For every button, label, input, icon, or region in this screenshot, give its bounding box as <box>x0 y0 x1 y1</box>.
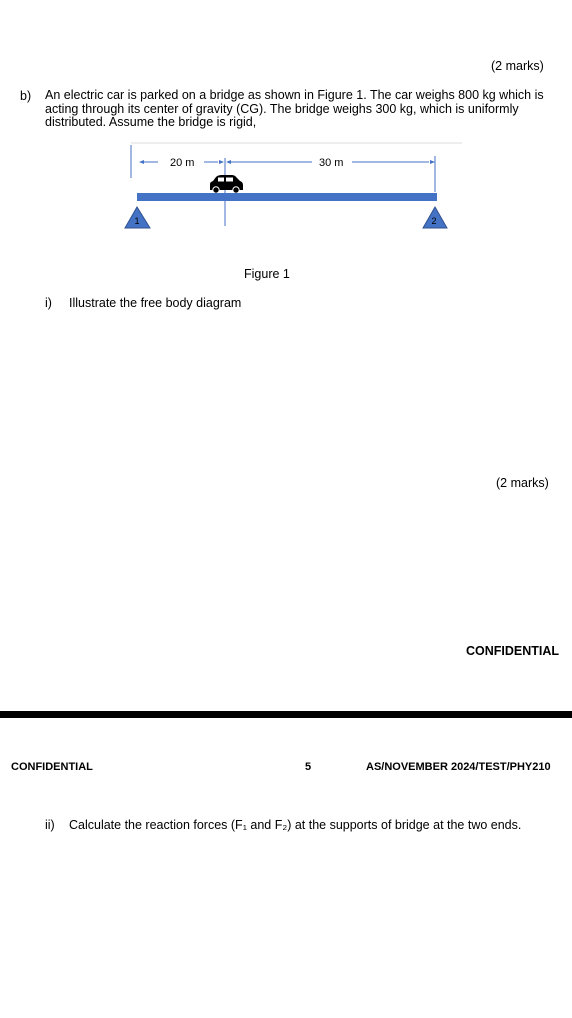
arrowhead-car-left <box>219 160 224 164</box>
header-course-code: AS/NOVEMBER 2024/TEST/PHY210 <box>366 761 551 773</box>
page-separator <box>0 711 572 718</box>
support-2-label: 2 <box>431 216 437 226</box>
marks-label: (2 marks) <box>491 59 544 73</box>
arrowhead-right <box>430 160 435 164</box>
car-icon <box>210 175 243 193</box>
support-1-label: 1 <box>134 216 140 226</box>
header-confidential: CONFIDENTIAL <box>11 761 93 773</box>
question-text: An electric car is parked on a bridge as shown in Figure 1. The car weighs 800 kg which is acting through its center of gravity (CG). The bridge weighs 300 kg, which is uniformly distributed. Assume the bridge is rigid, <box>45 88 544 129</box>
part-i-label: i) <box>45 296 52 310</box>
question-label: b) <box>20 89 32 103</box>
figure-caption: Figure 1 <box>244 267 290 281</box>
part-ii-label: ii) <box>45 818 55 832</box>
page-number: 5 <box>305 761 312 773</box>
arrowhead-car-right <box>226 160 231 164</box>
part-ii-text: Calculate the reaction forces (F₁ and F₂) at the supports of bridge at the two ends. <box>69 818 522 832</box>
bridge-figure <box>0 140 572 240</box>
arrowhead-left <box>139 160 144 164</box>
part-i-text: Illustrate the free body diagram <box>69 296 242 310</box>
dimension-label-20m: 20 m <box>170 157 195 169</box>
dimension-label-30m: 30 m <box>319 157 344 169</box>
confidential-footer: CONFIDENTIAL <box>466 644 560 658</box>
marks-label-2: (2 marks) <box>496 476 549 490</box>
bridge-beam <box>137 193 437 201</box>
